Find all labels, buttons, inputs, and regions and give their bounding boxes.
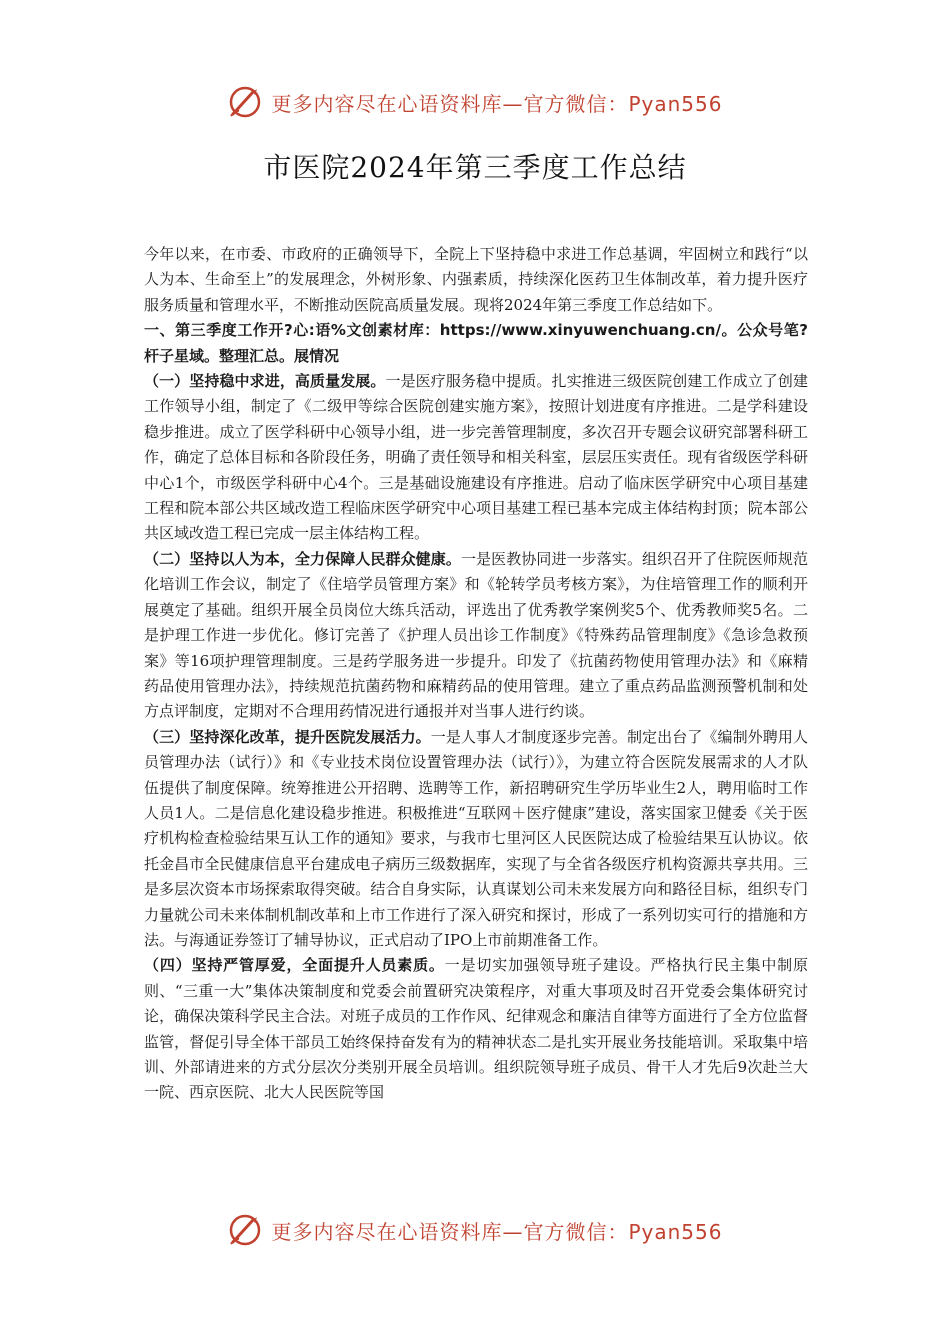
footer-banner xyxy=(0,1208,950,1252)
paragraph-text: 一是医疗服务稳中提质。扎实推进三级医院创建工作成立了创建工作领导小组，制定了《二级甲等综合医院创建实施方案》，按照计划进度有序推进。二是学科建设稳步推进。成立了医学科研中心领导小组，进一步完善管理制度，多次召开专题会议研究部署科研工作，确定了总体目标和各阶段任务，明确了责任领导和相关科室，层层压实责任。现有省级医学科研中心1个，市级医学科研中心4个。三是基础设施建设有序推进。启动了临床医学研究中心项目基建工程和院本部公共区域改造工程临床医学研究中心项目基建工程已基本完成主体结构封顶；院本部公共区域改造工程已完成一层主体结构工程。 xyxy=(144,372,808,543)
paragraph-lead: （二）坚持以人为本，全力保障人民群众健康。 xyxy=(144,549,461,568)
paragraph-4 xyxy=(144,953,808,1105)
paragraph-lead: （一）坚持稳中求进，高质量发展。 xyxy=(144,372,386,391)
paragraph-text: 一是切实加强领导班子建设。严格执行民主集中制原则、“三重一大”集体决策制度和党委会前置研究决策程序，对重大事项及时召开党委会集体研究讨论，确保决策科学民主合法。对班子成员的工作作风、纪律观念和廉洁自律等方面进行了全方位监督监管，督促引导全体干部员工始终保持奋发有为的精神状态二是扎实开展业务技能培训。采取集中培训、外部请进来的方式分层次分类别开展全员培训。组织院领导班子成员、骨干人才先后9次赴兰大一院、西京医院、北大人民医院等国 xyxy=(144,956,808,1102)
page-title: 市医院2024年第三季度工作总结 xyxy=(263,151,687,184)
header-banner xyxy=(0,80,950,124)
paragraph-1 xyxy=(144,369,808,547)
brush-pen-logo-icon xyxy=(227,1212,263,1248)
document-body xyxy=(144,242,808,1106)
brush-pen-logo-icon xyxy=(227,84,263,120)
paragraph-text: 一是人事人才制度逐步完善。制定出台了《编制外聘用人员管理办法（试行）》和《专业技术岗位设置管理办法（试行）》，为建立符合医院发展需求的人才队伍提供了制度保障。统筹推进公开招聘、选聘等工作，新招聘研究生学历毕业生2人，聘用临时工作人员1人。二是信息化建设稳步推进。积极推进“互联网＋医疗健康”建设，落实国家卫健委《关于医疗机构检查检验结果互认工作的通知》要求，与我市七里河区人民医院达成了检验结果互认协议。依托金昌市全民健康信息平台建成电子病历三级数据库，实现了与全省各级医疗机构资源共享共用。三是多层次资本市场探索取得突破。结合自身实际，认真谋划公司未来发展方向和路径目标，组织专门力量就公司未来体制机制改革和上市工作进行了深入研究和探讨，形成了一系列切实可行的措施和方法。与海通证券签订了辅导协议，正式启动了IPO上市前期准备工作。 xyxy=(144,727,808,949)
paragraph-lead: （三）坚持深化改革，提升医院发展活力。 xyxy=(144,727,431,746)
paragraph-2 xyxy=(144,547,808,725)
paragraph-text: 一是医教协同进一步落实。组织召开了住院医师规范化培训工作会议，制定了《住培学员管理方案》和《轮转学员考核方案》，为住培管理工作的顺利开展奠定了基础。组织开展全员岗位大练兵活动，评选出了优秀教学案例奖5个、优秀教师奖5名。二是护理工作进一步优化。修订完善了《护理人员出诊工作制度》《特殊药品管理制度》《急诊急救预案》等16项护理管理制度。三是药学服务进一步提升。印发了《抗菌药物使用管理办法》和《麻精药品使用管理办法》，持续规范抗菌药物和麻精药品的使用管理。建立了重点药品监测预警机制和处方点评制度，定期对不合理用药情况进行通报并对当事人进行约谈。 xyxy=(144,549,808,721)
banner-text: 更多内容尽在心语资料库—官方微信：Pyan556 xyxy=(271,1219,723,1244)
paragraph-lead: （四）坚持严管厚爱，全面提升人员素质。 xyxy=(144,956,445,975)
paragraph-3 xyxy=(144,725,808,954)
banner-text: 更多内容尽在心语资料库—官方微信：Pyan556 xyxy=(271,91,723,116)
intro-paragraph: 今年以来，在市委、市政府的正确领导下，全院上下坚持稳中求进工作总基调，牢固树立和践行“以人为本、生命至上”的发展理念，外树形象、内强素质，持续深化医药卫生体制改革，着力提升医疗服务质量和管理水平，不断推动医院高质量发展。现将2024年第三季度工作总结如下。 xyxy=(144,245,808,314)
section-heading: 一、第三季度工作开?心:语%文创素材库：https://www.xinyuwenchuang.cn/。公众号笔?杆子星域。整理汇总。展情况 xyxy=(144,321,808,365)
